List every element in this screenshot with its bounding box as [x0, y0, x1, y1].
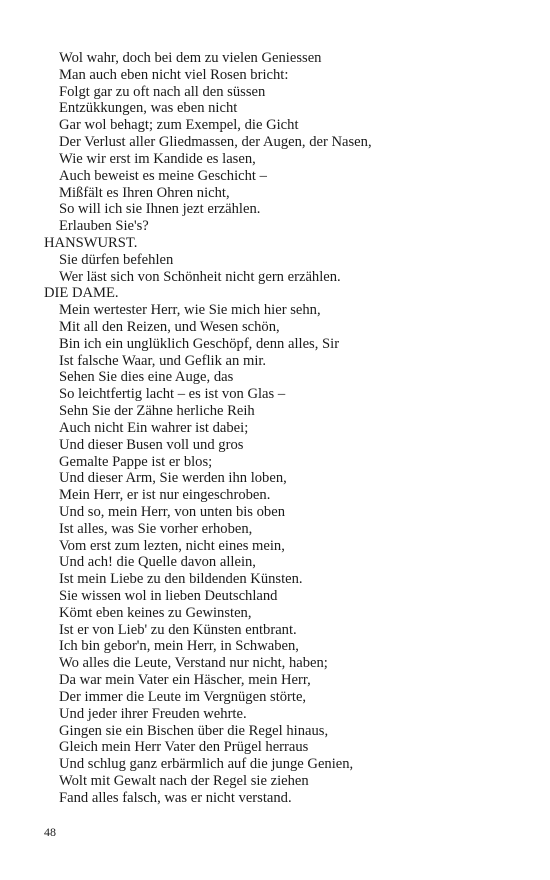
verse-line: Der Verlust aller Gliedmassen, der Augen, der Nasen, — [59, 134, 372, 151]
verse-line: Mißfält es Ihren Ohren nicht, — [59, 184, 230, 201]
verse-line: Da war mein Vater ein Häscher, mein Herr, — [59, 672, 311, 689]
speaker-name: DIE DAME. — [44, 285, 119, 302]
verse-line: Kömt eben keines zu Gewinsten, — [59, 604, 252, 621]
verse-line: Entzükkungen, was eben nicht — [59, 100, 238, 117]
verse-line: Auch beweist es meine Geschicht – — [59, 167, 267, 184]
verse-line: Und ach! die Quelle davon allein, — [59, 554, 256, 571]
verse-line: Und jeder ihrer Freuden wehrte. — [59, 705, 247, 722]
verse-line: Und dieser Arm, Sie werden ihn loben, — [59, 470, 287, 487]
verse-line: Ist falsche Waar, und Geflik an mir. — [59, 352, 267, 369]
verse-line: Sehen Sie dies eine Auge, das — [59, 369, 234, 386]
verse-line: Fand alles falsch, was er nicht verstand. — [59, 789, 292, 806]
verse-line: Mit all den Reizen, und Wesen schön, — [59, 319, 280, 335]
verse-line: So leichtfertig lacht – es ist von Glas – — [59, 386, 286, 403]
verse-line: Und schlug ganz erbärmlich auf die junge Genien, — [59, 756, 354, 773]
verse-line: Sehn Sie der Zähne herliche Reih — [59, 403, 255, 420]
verse-line: Gingen sie ein Bischen über die Regel hinaus, — [59, 722, 329, 739]
page-number: 48 — [44, 825, 56, 839]
verse-line: Gemalte Pappe ist er blos; — [59, 453, 213, 470]
verse-line: Man auch eben nicht viel Rosen bricht: — [59, 66, 289, 83]
verse-text-block — [44, 50, 524, 807]
verse-line: Sie dürfen befehlen — [59, 251, 174, 268]
verse-line: Folgt gar zu oft nach all den süssen — [59, 83, 266, 100]
verse-line: Auch nicht Ein wahrer ist dabei; — [59, 419, 249, 436]
verse-line: Vom erst zum lezten, nicht eines mein, — [59, 537, 285, 554]
verse-line: Wol wahr, doch bei dem zu vielen Geniessen — [59, 50, 322, 66]
verse-line: Ist mein Liebe zu den bildenden Künsten. — [59, 571, 303, 588]
verse-line: Sie wissen wol in lieben Deutschland — [59, 588, 278, 604]
verse-line: Mein Herr, er ist nur eingeschroben. — [59, 487, 271, 504]
verse-line: Der immer die Leute im Vergnügen störte, — [59, 688, 307, 705]
verse-line: So will ich sie Ihnen jezt erzählen. — [59, 201, 261, 218]
verse-line: Wer läst sich von Schönheit nicht gern erzählen. — [59, 268, 341, 285]
speaker-name: HANSWURST. — [44, 234, 138, 251]
verse-line: Wolt mit Gewalt nach der Regel sie ziehen — [59, 772, 309, 789]
verse-line: Erlauben Sie's? — [59, 218, 149, 235]
verse-line: Wo alles die Leute, Verstand nur nicht, haben; — [59, 655, 328, 672]
verse-line: Ist er von Lieb' zu den Künsten entbrant. — [59, 621, 297, 638]
verse-line: Und so, mein Herr, von unten bis oben — [59, 503, 285, 520]
verse-line: Und dieser Busen voll und gros — [59, 436, 244, 453]
verse-line: Ist alles, was Sie vorher erhoben, — [59, 520, 253, 537]
verse-line: Gar wol behagt; zum Exempel, die Gicht — [59, 117, 299, 134]
verse-line: Mein wertester Herr, wie Sie mich hier sehn, — [59, 302, 321, 319]
verse-line: Wie wir erst im Kandide es lasen, — [59, 150, 256, 167]
verse-line: Bin ich ein unglüklich Geschöpf, denn alles, Sir — [59, 335, 340, 352]
verse-line: Ich bin gebor'n, mein Herr, in Schwaben, — [59, 638, 299, 655]
verse-line: Gleich mein Herr Vater den Prügel herraus — [59, 739, 309, 756]
